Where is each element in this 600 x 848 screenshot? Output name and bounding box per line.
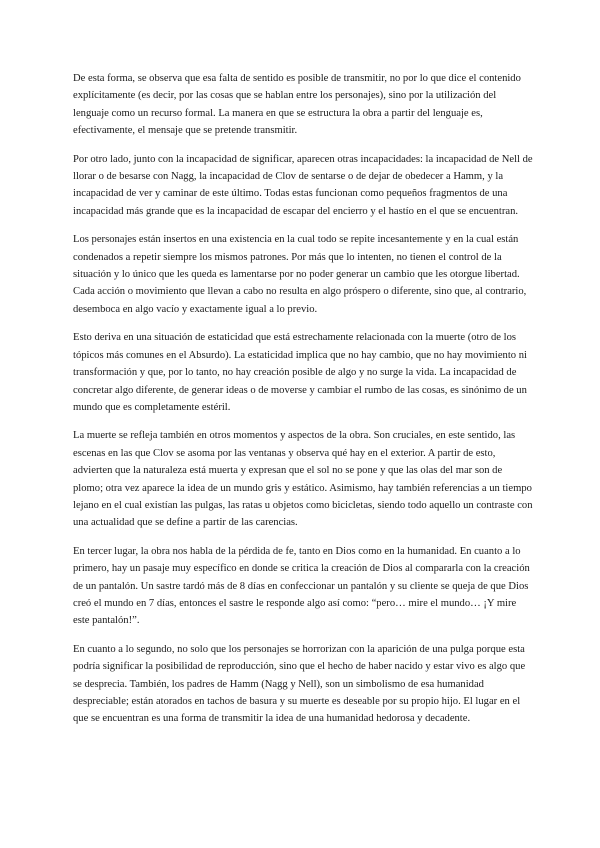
paragraph-2: Por otro lado, junto con la incapacidad de significar, aparecen otras incapacidades: la incapacidad de Nell de llorar o de besarse con Nagg, la incapacidad de Clov de sentarse o de dejar de obedecer a Hamm, y la incapacidad de ver y caminar de este último. Todas estas funcionan como pequeños fragmentos de una incapacidad más grande que es la incapacidad de escapar del encierro y el hastío en el que se encuentran. <box>73 153 533 217</box>
document-body <box>73 70 533 739</box>
paragraph-3: Los personajes están insertos en una existencia en la cual todo se repite incesantemente y en la cual están condenados a repetir siempre los mismos patrones. Por más que lo intenten, no tienen el control de la situación y lo único que les queda es lamentarse por no poder generar un cambio que les otorgue libertad. Cada acción o movimiento que llevan a cabo no resulta en algo próspero o diferente, sino que, al contrario, desemboca en algo vacío y exactamente igual a lo previo. <box>73 234 527 315</box>
paragraph-7: En cuanto a lo segundo, no solo que los personajes se horrorizan con la aparición de una pulga porque esta podría significar la posibilidad de reproducción, sino que el hecho de haber nacido y estar vivo es algo que se desprecia. También, los padres de Hamm (Nagg y Nell), son un simbolismo de esa humanidad despreciable; están atorados en tachos de basura y su muerte es deseable por su propio hijo. El lugar en el que se encuentran es una forma de transmitir la idea de una humanidad hedorosa y decadente. <box>73 643 526 725</box>
paragraph-5: La muerte se refleja también en otros momentos y aspectos de la obra. Son cruciales, en este sentido, las escenas en las que Clov se asoma por las ventanas y observa qué hay en el exterior. A partir de esto, advierten que la naturaleza está muerta y expresan que el sol no se pone y que las olas del mar son de plomo; otra vez aparece la idea de un mundo gris y estático. Asimismo, hay también referencias a un tiempo lejano en el cual existían las pulgas, las ratas u objetos como bicicletas, siendo todo aquello un contraste con una actualidad que se define a partir de las carencias. <box>73 430 533 529</box>
paragraph-1: De esta forma, se observa que esa falta de sentido es posible de transmitir, no por lo que dice el contenido explícitamente (es decir, por las cosas que se hablan entre los personajes), sino por la utilización del lenguaje como un recurso formal. La manera en que se estructura la obra a partir del lenguaje es, efectivamente, el mensaje que se pretende transmitir. <box>73 73 521 137</box>
paragraph-4: Esto deriva en una situación de estaticidad que está estrechamente relacionada con la muerte (otro de los tópicos más comunes en el Absurdo). La estaticidad implica que no hay cambio, que no hay movimiento ni transformación y que, por lo tanto, no hay creación posible de algo y no surge la vida. La incapacidad de concretar algo diferente, de generar ideas o de moverse y cambiar el rumbo de las cosas, es sinónimo de un mundo que es completamente estéril. <box>73 332 527 413</box>
paragraph-6: En tercer lugar, la obra nos habla de la pérdida de fe, tanto en Dios como en la humanidad. En cuanto a lo primero, hay un pasaje muy específico en donde se critica la creación de Dios al compararla con la creación de un pantalón. Un sastre tardó más de 8 días en confeccionar un pantalón y su cliente se queja de que Dios creó el mundo en 7 días, entonces el sastre le responde algo así como: “pero… mire el mundo… ¡Y mire este pantalón!”. <box>73 545 530 627</box>
